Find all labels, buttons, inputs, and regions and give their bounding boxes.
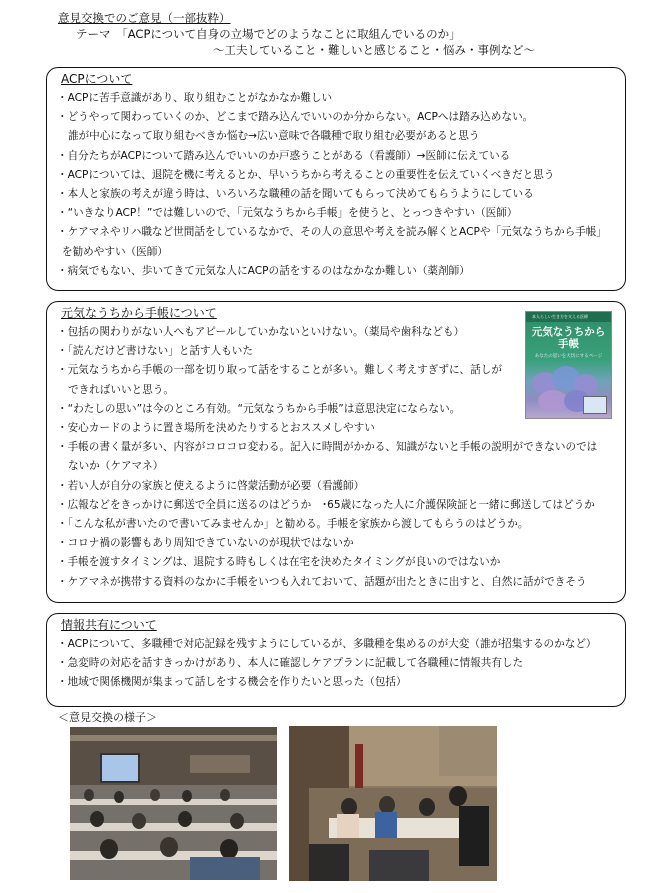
list-item: ・「読んだけど書けない」と話す人もいた xyxy=(57,345,253,358)
meeting-photo-group xyxy=(289,726,497,881)
list-item: ・コロナ禍の影響もあり周知できていないのが現状ではないか xyxy=(57,537,354,550)
list-item: ・「こんな私が書いたので書いてみませんか」と勧める。手帳を家族から渡してもらうのはどうか。 xyxy=(57,518,529,531)
list-item: ・手帳を渡すタイミングは、退院する時もしくは在宅を決めたタイミングが良いのではないか xyxy=(57,556,501,569)
list-item: ・広報などをきっかけに郵送で全員に送るのはどうか ･65歳になった人に介護保険証と一緒に郵送してはどうか xyxy=(57,498,595,511)
list-item: ・ケアマネが携帯する資料のなかに手帳をいつも入れておいて、話題が出たときに出すと、自然に話ができそう xyxy=(57,575,587,588)
acp-section-title: ACPについて xyxy=(61,72,133,86)
booklet-cover-image xyxy=(525,311,612,419)
techo-section-title: 元気なうちから手帳について xyxy=(61,306,217,320)
list-item: ・“わたしの思い”は今のところ有効。“元気なうちから手帳”は意思決定にならない。 xyxy=(57,402,461,415)
list-item: ・“いきなりACP！”では難しいので、「元気なうちから手帳」を使うと、とっつきやすい（医師） xyxy=(57,207,518,220)
acp-section xyxy=(46,67,626,291)
share-item-list xyxy=(57,635,615,693)
photo-caption: ＜意見交換の様子＞ xyxy=(58,711,157,724)
list-item: ・元気なうちから手帳の一部を切り取って話をすることが多い。難しく考えすぎずに、話しが できればいいと思う。 xyxy=(57,364,502,396)
meeting-photo-hall xyxy=(70,727,277,880)
page-header xyxy=(58,10,648,58)
booklet-title: 元気なうちから 手帳 xyxy=(531,326,606,350)
page-title: 意見交換でのご意見（一部抜粋） xyxy=(58,11,231,25)
share-section-title: 情報共有について xyxy=(61,618,157,632)
list-item: ・ACPに苦手意識があり、取り組むことがなかなか難しい xyxy=(57,92,333,104)
list-item: ・包括の関わりがない人へもアピールしていかないといけない。（薬局や歯科なども） xyxy=(57,326,465,338)
list-item: ・急変時の対応を話すきっかけがあり、本人に確認しケアプランに記載して各職種に情報共有した xyxy=(57,657,524,670)
theme-line: テーマ 「ACPについて自身の立場でどのようなことに取組んでいるのか」 xyxy=(76,27,461,41)
subtheme-line: ～工夫していること・難しいと感じること・悩み・事例など～ xyxy=(213,43,535,57)
list-item: ・どうやって関わっていくのか、どこまで踏み込んでいいのか分からない。ACPへは踏み込めない。 誰が中心になって取り組むべきか悩む→広い意味で各職種で取り組む必要があると思う xyxy=(57,111,534,143)
share-section xyxy=(46,613,626,707)
list-item: ・安心カードのように置き場所を決めたりするとおススメしやすい xyxy=(57,422,375,435)
list-item: ・若い人が自分の家族と使えるように啓蒙活動が必要（看護師） xyxy=(57,479,365,492)
booklet-org: 本人らしい生き方を支える医療 xyxy=(532,314,588,319)
list-item: ・病気でもない、歩いてきて元気な人にACPの話をするのはなかなか難しい（薬剤師） xyxy=(57,264,470,277)
acp-item-list xyxy=(57,89,615,281)
list-item: ・ケアマネやリハ職など世間話をしているなかで、その人の意思や考えを読み解くとACPや「元気なうちから手帳」 を勧めやすい（医師） xyxy=(57,226,607,258)
list-item: ・手帳の書く量が多い、内容がコロコロ変わる。記入に時間がかかる、知識がないと手帳の説明ができないのでは ないか（ケアマネ） xyxy=(57,441,598,473)
list-item: ・ACPについては、退院を機に考えるとか、早いうちから考えることの重要性を伝えていくべきだと思う xyxy=(57,168,555,181)
list-item: ・本人と家族の考えが違う時は、いろいろな職種の話を聞いてもらって決めてもらうようにしている xyxy=(57,188,534,201)
booklet-subtitle: あなたの思いを大切にするページ xyxy=(534,354,603,359)
list-item: ・地域で関係機関が集まって話しをする機会を作りたいと思った（包括） xyxy=(57,676,407,689)
list-item: ・自分たちがACPについて踏み込んでいいのか戸惑うことがある（看護師）→医師に伝えている xyxy=(57,149,511,162)
booklet-name-label xyxy=(583,396,607,414)
list-item: ・ACPについて、多職種で対応記録を残すようにしているが、多職種を集めるのが大変（誰が招集するのかなど） xyxy=(57,638,597,650)
